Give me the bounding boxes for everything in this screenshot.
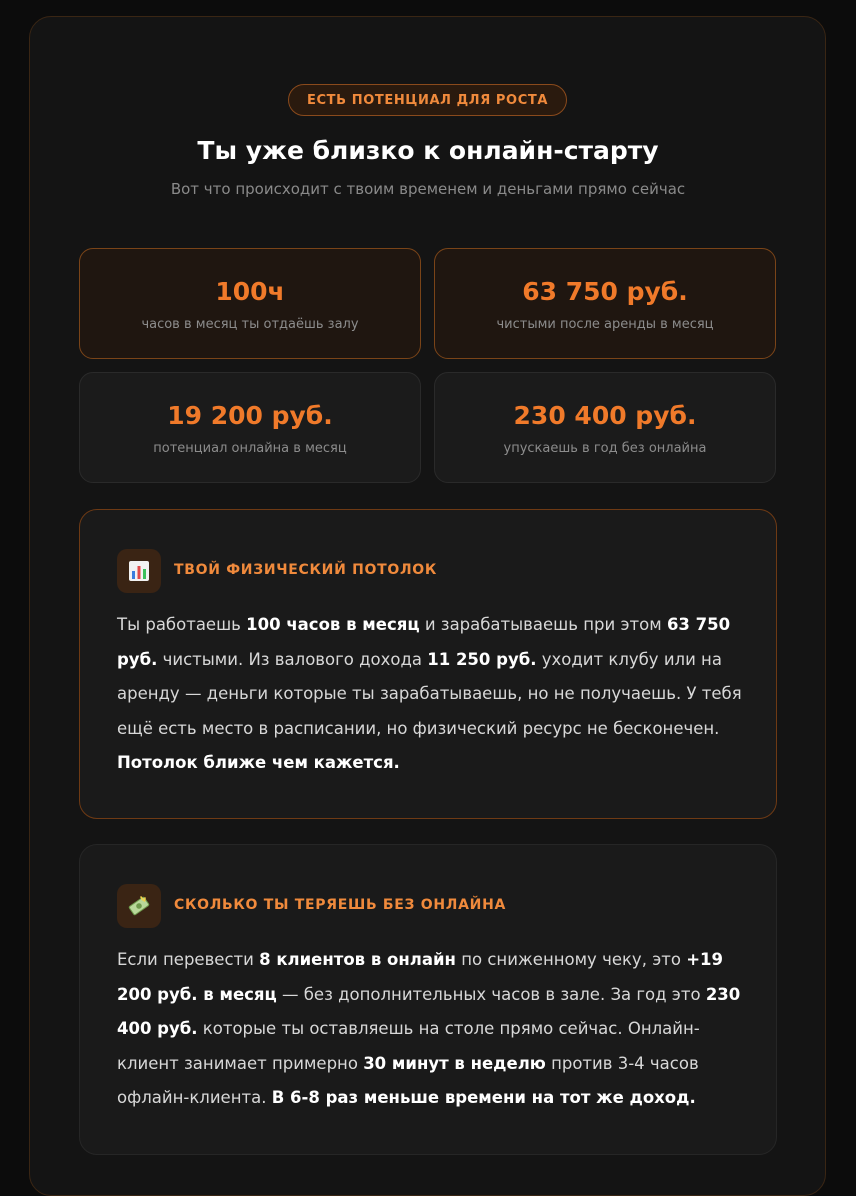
info-card-text <box>117 943 747 1116</box>
text-segment: и зарабатываешь при этом <box>419 615 667 634</box>
text-strong: Потолок ближе чем кажется. <box>117 753 400 772</box>
page-subtitle: Вот что происходит с твоим временем и деньгами прямо сейчас <box>170 180 686 198</box>
info-card-heading: СКОЛЬКО ТЫ ТЕРЯЕШЬ БЕЗ ОНЛАЙНА <box>174 897 507 913</box>
info-card-text <box>117 608 747 781</box>
status-badge: ЕСТЬ ПОТЕНЦИАЛ ДЛЯ РОСТА <box>288 84 567 116</box>
text-segment: Если перевести <box>117 950 260 969</box>
stat-value: 63 750 руб. <box>522 277 688 306</box>
text-strong: 230 400 руб. <box>117 984 741 1038</box>
text-segment: Ты работаешь <box>117 615 247 634</box>
money-icon <box>117 884 161 928</box>
text-strong: 63 750 руб. <box>117 615 731 669</box>
stat-card-net-income <box>434 248 776 359</box>
text-strong: 11 250 руб. <box>427 649 537 669</box>
text-segment: по сниженному чеку, это <box>455 950 687 969</box>
text-strong: В 6-8 раз меньше времени на тот же доход. <box>271 1088 696 1107</box>
stat-value: 100ч <box>215 277 285 306</box>
info-card-heading: ТВОЙ ФИЗИЧЕСКИЙ ПОТОЛОК <box>174 562 438 578</box>
stat-value: 19 200 руб. <box>167 401 333 430</box>
stat-card-hours <box>79 248 421 359</box>
text-segment: уходит клубу или на аренду — деньги которые ты зарабатываешь, но не получаешь. У тебя ещё есть место в расписании, но физический ресурс не бесконечен. <box>117 649 742 738</box>
bar-chart-icon <box>117 549 161 593</box>
text-segment: — без дополнительных часов в зале. За год это <box>276 984 706 1004</box>
stat-card-yearly-loss <box>434 372 776 483</box>
info-card-online-loss <box>79 844 777 1155</box>
stat-value: 230 400 руб. <box>513 401 697 430</box>
info-card-physical-ceiling <box>79 509 777 819</box>
stat-card-online-potential <box>79 372 421 483</box>
stat-label: часов в месяц ты отдаёшь залу <box>141 317 359 332</box>
page-title: Ты уже близко к онлайн-старту <box>197 136 659 165</box>
text-strong: 30 минут в неделю <box>363 1053 546 1073</box>
text-strong: 8 клиентов в онлайн <box>259 950 456 969</box>
text-strong: 100 часов в месяц <box>246 615 420 634</box>
stat-label: упускаешь в год без онлайна <box>503 441 707 456</box>
stat-label: чистыми после аренды в месяц <box>496 317 714 332</box>
stat-label: потенциал онлайна в месяц <box>153 441 347 456</box>
text-strong: +19 200 руб. в месяц <box>117 950 723 1004</box>
text-segment: против 3-4 часов офлайн-клиента. <box>117 1053 699 1107</box>
text-segment: чистыми. Из валового дохода <box>157 649 428 669</box>
text-segment: которые ты оставляешь на столе прямо сейчас. Онлайн-клиент занимает примерно <box>117 1019 700 1073</box>
